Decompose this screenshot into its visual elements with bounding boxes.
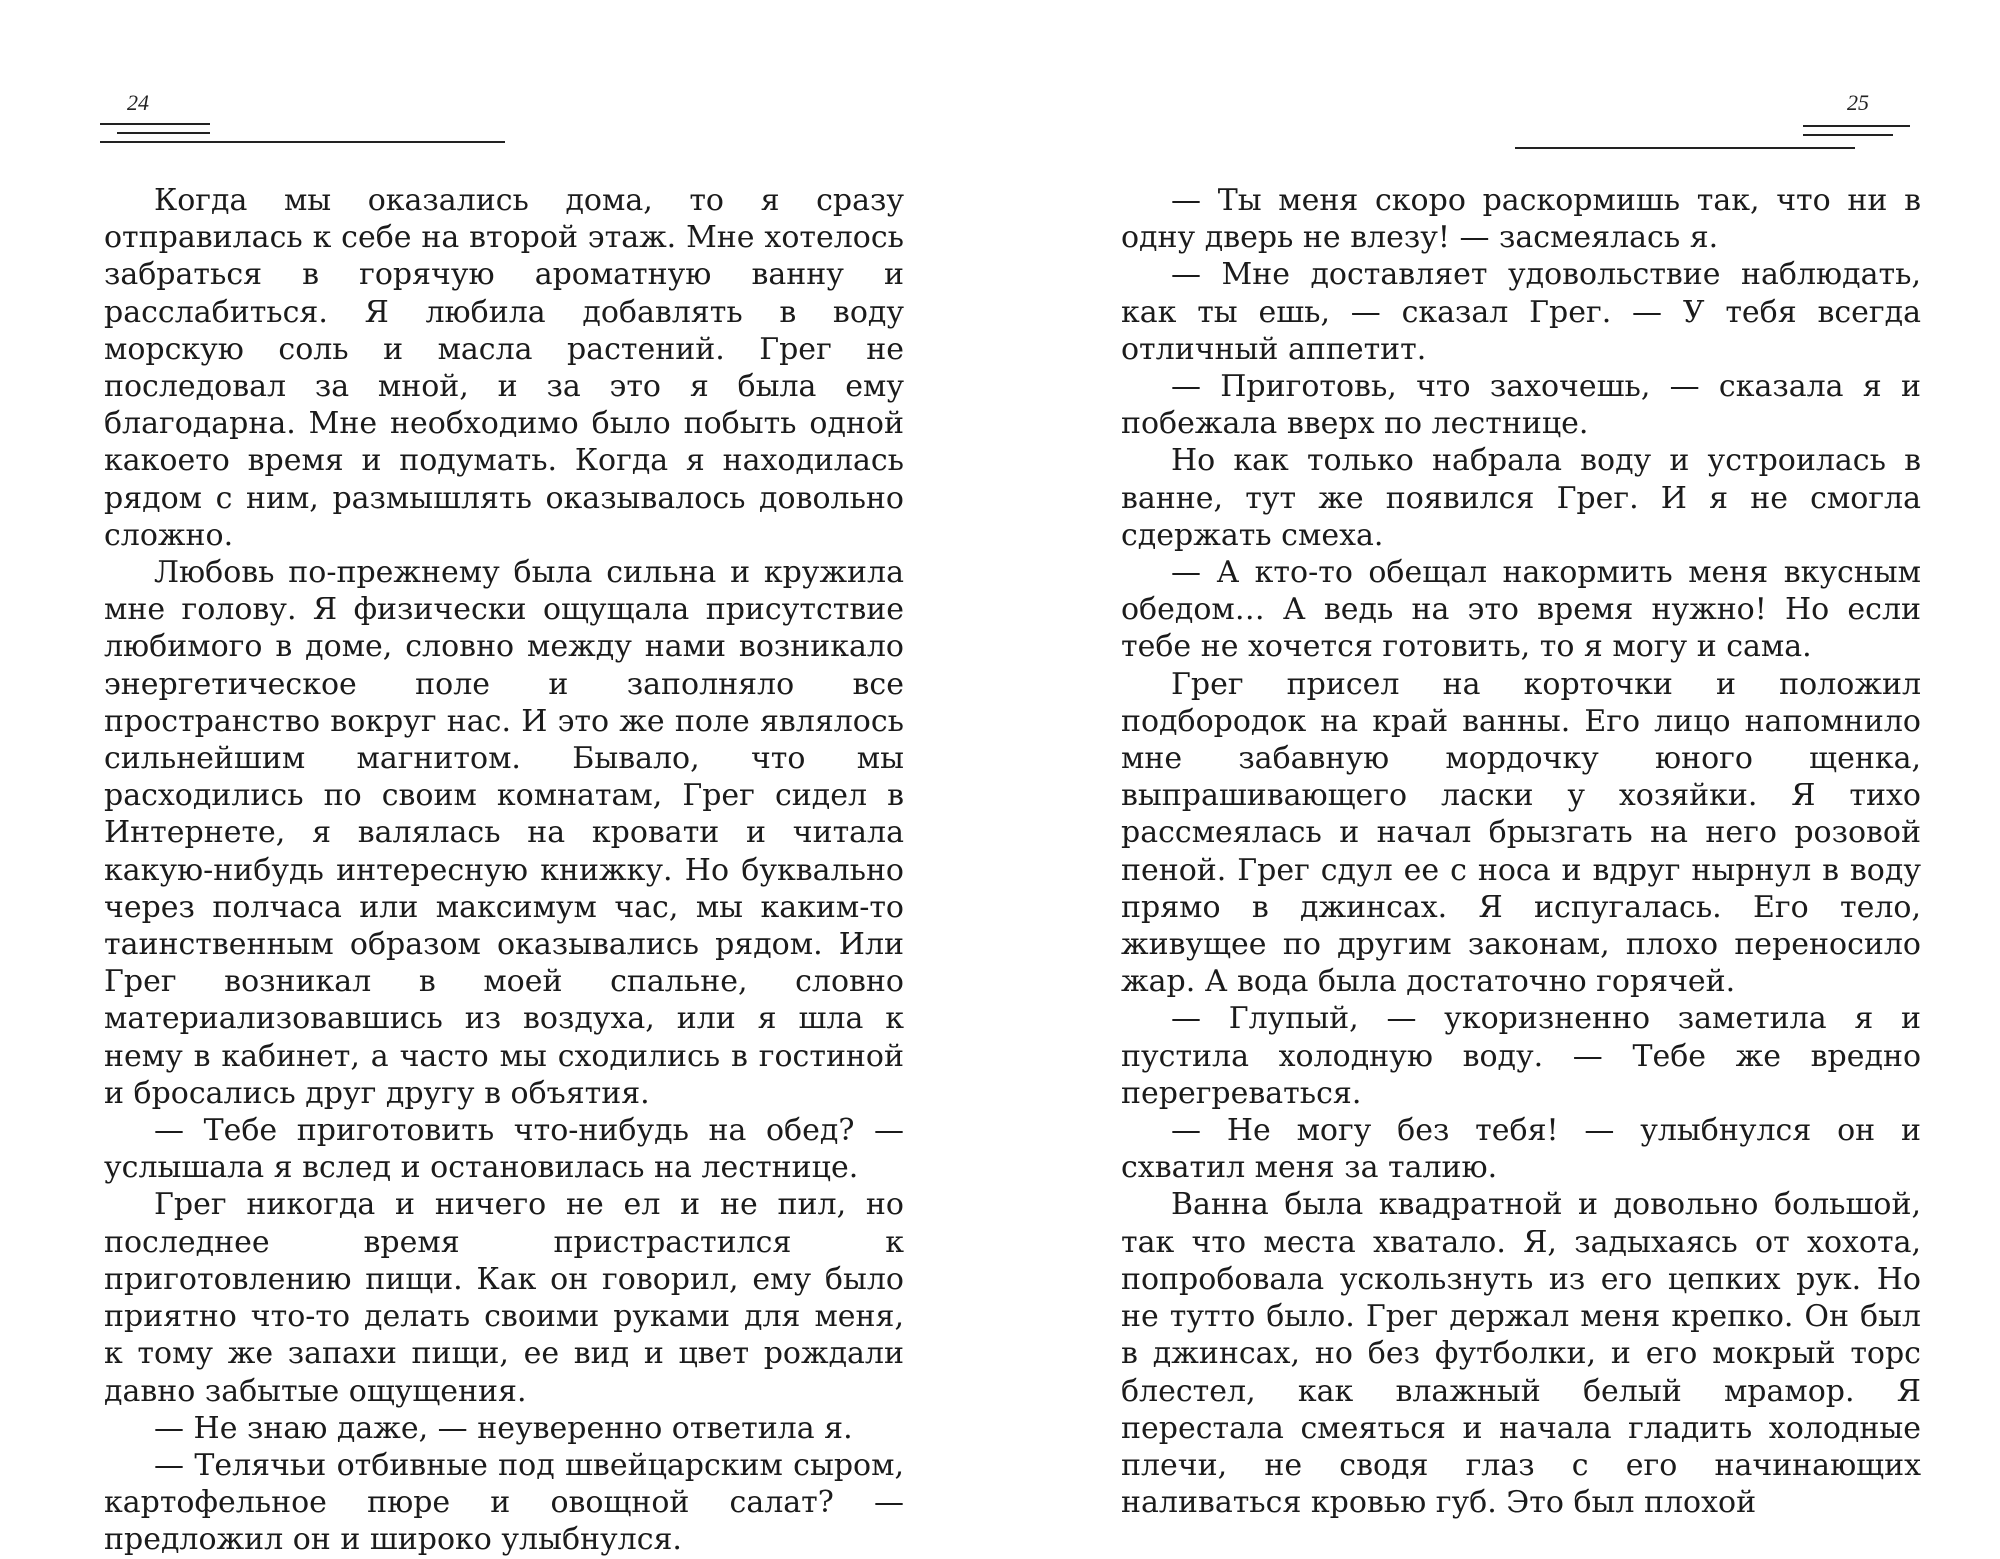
paragraph: — Тебе приготовить что-нибудь на обед? — услышала я вслед и остановилась на лестнице. bbox=[104, 1113, 904, 1186]
header-rule-short-2 bbox=[1803, 134, 1893, 136]
header-rule-short-1 bbox=[100, 123, 210, 125]
header-rule-short-2 bbox=[117, 132, 210, 134]
header-rule-long bbox=[100, 141, 505, 143]
paragraph: — Мне доставляет удовольствие наблюдать, как ты ешь, — сказал Грег. — У тебя всегда отличный аппетит. bbox=[1121, 257, 1921, 367]
left-text-block bbox=[104, 182, 904, 1559]
paragraph: Грег присел на корточки и положил подбородок на край ванны. Его лицо напомнило мне забавную мордочку юного щенка, выпрашивающего ласки у хозяйки. Я тихо рассмеялась и начал брызгать на него розовой пеной. Грег сдул ее с носа и вдруг нырнул в воду прямо в джинсах. Я испугалась. Его тело, живущее по другим законам, плохо переносило жар. А вода была достаточно горячей. bbox=[1121, 666, 1921, 1000]
right-page bbox=[1000, 0, 2000, 1521]
paragraph: — Глупый, — укоризненно заметила я и пустила холодную воду. — Тебе же вредно перегреваться. bbox=[1121, 1001, 1921, 1111]
paragraph: — Телячьи отбивные под швейцарским сыром, картофельное пюре и овощной салат? — предложил он и широко улыбнулся. bbox=[104, 1447, 904, 1558]
page-number-left: 24 bbox=[127, 90, 149, 115]
paragraph: — Ты меня скоро раскормишь так, что ни в одну дверь не влезу! — засмеялась я. bbox=[1121, 183, 1921, 256]
paragraph: — Не знаю даже, — неуверенно ответила я. bbox=[154, 1410, 853, 1446]
paragraph: Но как только набрала воду и устроилась в ванне, тут же появился Грег. И я не смогла сдержать смеха. bbox=[1121, 443, 1921, 553]
paragraph: Любовь по-прежнему была сильна и кружила мне голову. Я физически ощущала присутствие любимого в доме, словно между нами возникало энергетическое поле и заполняло все пространство вокруг нас. И это же поле являлось сильнейшим магнитом. Бывало, что мы расходились по своим комнатам, Грег сидел в Интернете, я валялась на кровати и читала какую-нибудь интересную книжку. Но буквально через полчаса или максимум час, мы каким-то таинственным образом оказывались рядом. Или Грег возникал в моей спальне, словно материализовавшись из воздуха, или я шла к нему в кабинет, а часто мы сходились в гостиной и бросались друг другу в объятия. bbox=[104, 555, 904, 1111]
paragraph: — Не могу без тебя! — улыбнулся он и схватил меня за талию. bbox=[1121, 1113, 1921, 1186]
paragraph: — А кто-то обещал накормить меня вкусным обедом… А ведь на это время нужно! Но если тебе не хочется готовить, то я могу и сама. bbox=[1121, 555, 1921, 665]
left-page bbox=[0, 0, 1000, 1558]
header-rule-short-1 bbox=[1803, 125, 1910, 127]
paragraph: Когда мы оказались дома, то я сразу отправилась к себе на второй этаж. Мне хотелось забраться в горячую ароматную ванну и расслабиться. Я любила добавлять в воду морскую соль и масла растений. Грег не последовал за мной, и за это я была ему благодарна. Мне необходимо было побыть одной какоето время и подумать. Когда я находилась рядом с ним, размышлять оказывалось довольно сложно. bbox=[104, 183, 904, 553]
paragraph: Ванна была квадратной и довольно большой, так что места хватало. Я, задыхаясь от хохота, попробовала ускользнуть из его цепких рук. Но не туттo было. Грег держал меня крепко. Он был в джинсах, но без футболки, и его мокрый торс блестел, как влажный белый мрамор. Я перестала смеяться и начала гладить холодные плечи, не сводя глаз с его начинающих наливаться кровью губ. Это был плохой bbox=[1121, 1187, 1921, 1521]
header-rule-long bbox=[1515, 147, 1855, 149]
paragraph: Грег никогда и ничего не ел и не пил, но последнее время пристрастился к приготовлению пищи. Как он говорил, ему было приятно что-то делать своими руками для меня, к тому же запахи пищи, ее вид и цвет рождали давно забытые ощущения. bbox=[104, 1187, 904, 1409]
page-number-right: 25 bbox=[1847, 90, 1869, 115]
paragraph: — Приготовь, что захочешь, — сказала я и побежала вверх по лестнице. bbox=[1121, 369, 1921, 442]
right-text-block bbox=[1121, 182, 1921, 1521]
